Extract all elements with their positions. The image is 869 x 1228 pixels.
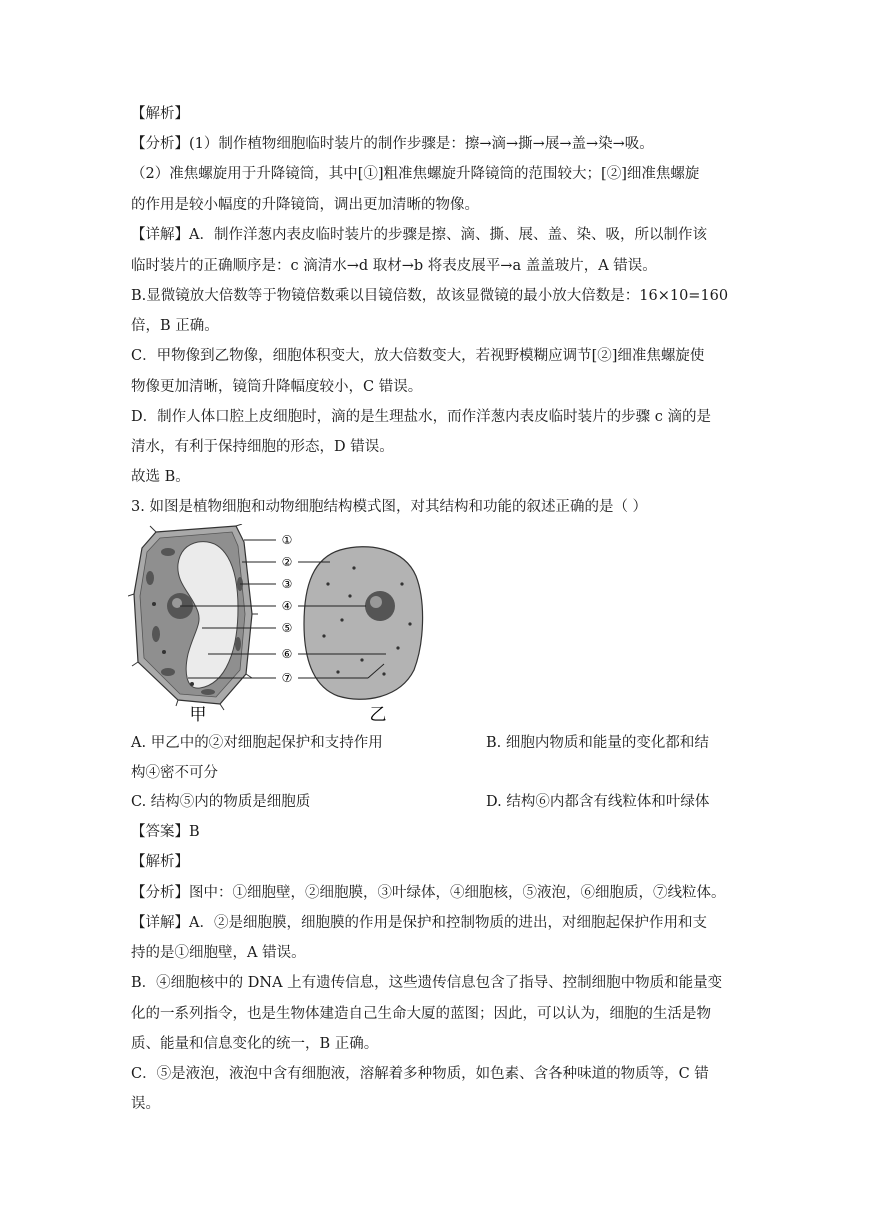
text-line: 临时装片的正确顺序是：c 滴清水→d 取材→b 将表皮展平→a 盖盖玻片，A 错误。 [131,258,657,274]
option-b-continued: 构④密不可分 [131,765,218,781]
animal-cell [304,547,423,700]
cell-diagram [128,524,428,724]
option-d: D. 结构⑥内都含有线粒体和叶绿体 [486,794,710,810]
text-line: 的作用是较小幅度的升降镜筒，调出更加清晰的物像。 [131,197,479,213]
text-line: 质、能量和信息变化的统一，B 正确。 [131,1036,379,1052]
section-heading: 【解析】 [131,106,189,122]
label-7: ⑦ [281,671,293,685]
figure-labels [282,533,293,685]
text-line: 持的是①细胞壁，A 错误。 [131,945,306,961]
text-line: B.显微镜放大倍数等于物镜倍数乘以目镜倍数，故该显微镜的最小放大倍数是：16×10=160 [131,288,729,304]
text-line: 倍，B 正确。 [131,318,219,334]
label-1: ① [281,533,293,547]
text-line: B．④细胞核中的 DNA 上有遗传信息，这些遗传信息包含了指导、控制细胞中物质和能量变 [131,975,723,991]
text-line: 【详解】A．②是细胞膜，细胞膜的作用是保护和控制物质的进出，对细胞起保护作用和支 [131,915,707,931]
text-line: C．⑤是液泡，液泡中含有细胞液，溶解着多种物质，如色素、含各种味道的物质等，C 错 [131,1066,709,1082]
question-stem: 3. 如图是植物细胞和动物细胞结构模式图，对其结构和功能的叙述正确的是（ ） [131,499,648,515]
answer-line: 【答案】B [131,824,200,840]
label-6: ⑥ [281,647,293,661]
text-line: 【分析】图中：①细胞壁，②细胞膜，③叶绿体，④细胞核，⑤液泡，⑥细胞质，⑦线粒体。 [131,885,726,901]
text-line: 故选 B。 [131,469,190,485]
text-line: D．制作人体口腔上皮细胞时，滴的是生理盐水，而作洋葱内表皮临时装片的步骤 c 滴的是 [131,409,711,425]
caption-plant: 甲 [189,705,207,724]
section-heading: 【解析】 [131,854,189,870]
text-line: 清水，有利于保持细胞的形态，D 错误。 [131,439,394,455]
text-line: 误。 [131,1096,160,1112]
option-b: B. 细胞内物质和能量的变化都和结 [486,735,709,751]
text-line: 物像更加清晰，镜筒升降幅度较小，C 错误。 [131,379,423,395]
label-3: ③ [281,577,293,591]
text-line: C．甲物像到乙物像，细胞体积变大，放大倍数变大，若视野模糊应调节[②]细准焦螺旋使 [131,348,705,364]
text-line: 【详解】A．制作洋葱内表皮临时装片的步骤是擦、滴、撕、展、盖、染、吸，所以制作该 [131,227,707,243]
option-a: A. 甲乙中的②对细胞起保护和支持作用 [131,735,383,751]
text-line: 【分析】(1）制作植物细胞临时装片的制作步骤是：擦→滴→撕→展→盖→染→吸。 [131,136,654,152]
plant-cell [128,524,258,710]
label-2: ② [281,555,293,569]
label-5: ⑤ [281,621,293,635]
option-c: C. 结构⑤内的物质是细胞质 [131,794,311,810]
text-line: （2）准焦螺旋用于升降镜筒，其中[①]粗准焦螺旋升降镜筒的范围较大；[②]细准焦螺旋 [131,166,700,182]
text-line: 化的一系列指令，也是生物体建造自己生命大厦的蓝图；因此，可以认为，细胞的生活是物 [131,1006,711,1022]
caption-animal: 乙 [369,705,387,724]
label-4: ④ [281,599,293,613]
